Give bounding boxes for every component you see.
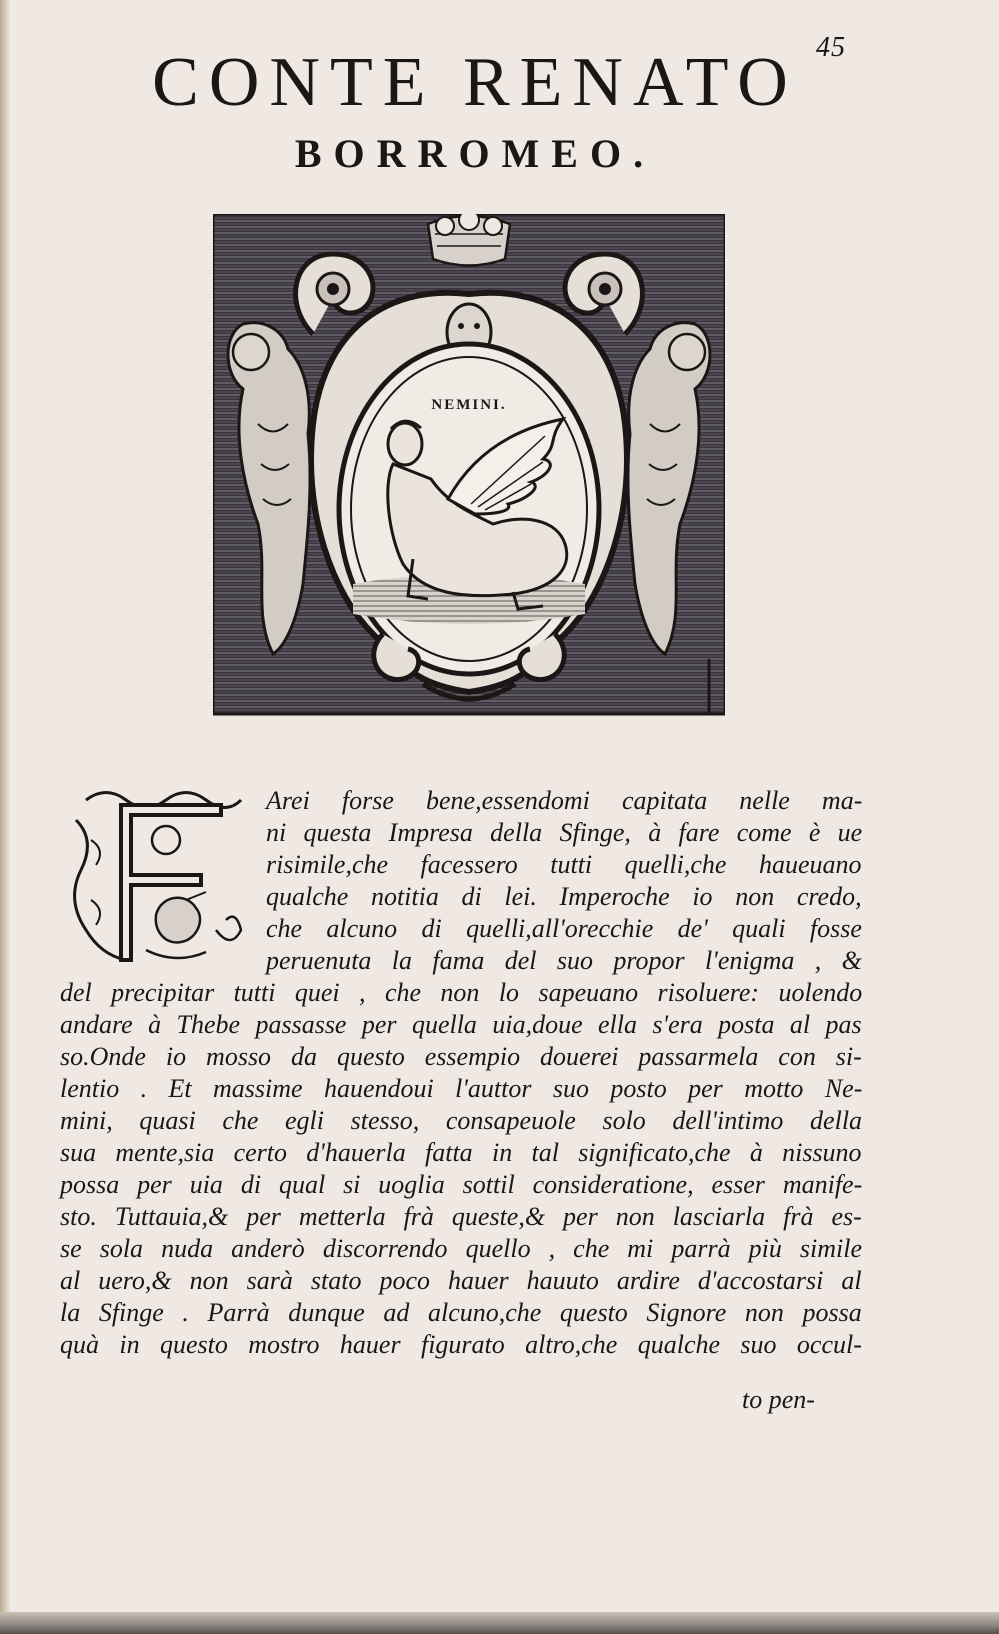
text-line: se sola nuda anderò discorrendo quello , che mi parrà più simile <box>60 1234 862 1263</box>
text-line: peruenuta la fama del suo propor l'enigma , & <box>266 946 862 975</box>
emblem-motto: NEMINI. <box>431 397 507 413</box>
page-number: 45 <box>816 32 846 63</box>
page-title: CONTE RENATO <box>152 44 798 121</box>
text-line: che alcuno di quelli,all'orecchie de' quali fosse <box>266 914 862 943</box>
text-line: sua mente,sia certo d'hauerla fatta in tal significato,che à nissuno <box>60 1138 862 1167</box>
text-line: andare à Thebe passasse per quella uia,doue ella s'era posta al pas <box>60 1010 862 1039</box>
text-line: quà in questo mostro hauer figurato altro,che qualche suo occul- <box>60 1330 862 1359</box>
text-line: del precipitar tutti quei , che non lo sapeuano risoluere: uolendo <box>60 978 863 1007</box>
text-line: la Sfinge . Parrà dunque ad alcuno,che questo Signore non possa <box>60 1298 862 1327</box>
text-line: qualche notitia di lei. Imperoche io non credo, <box>266 882 862 911</box>
page-bottom-edge <box>0 1612 999 1634</box>
text-line: Arei forse bene,essendomi capitata nelle ma- <box>266 786 863 815</box>
text-line: sto. Tuttauia,& per metterla frà queste,& per non lasciarla frà es- <box>60 1202 862 1231</box>
text-line: al uero,& non sarà stato poco hauer hauuto ardire d'accostarsi al <box>60 1266 862 1295</box>
catchword: to pen- <box>742 1385 815 1414</box>
text-line: ni questa Impresa della Sfinge, à fare come è ue <box>266 818 863 847</box>
text-line: possa per uia di qual si uoglia sottil consideratione, esser manife- <box>60 1170 863 1199</box>
page-subtitle: BORROMEO. <box>294 131 656 176</box>
text-line: risimile,che facessero tutti quelli,che haueuano <box>266 850 862 879</box>
text-line: lentio . Et massime hauendoui l'auttor suo posto per motto Ne- <box>60 1074 863 1103</box>
text-line: mini, quasi che egli stesso, consapeuole solo dell'intimo della <box>60 1106 863 1135</box>
text-line: so.Onde io mosso da questo essempio douerei passarmela con si- <box>60 1042 862 1071</box>
